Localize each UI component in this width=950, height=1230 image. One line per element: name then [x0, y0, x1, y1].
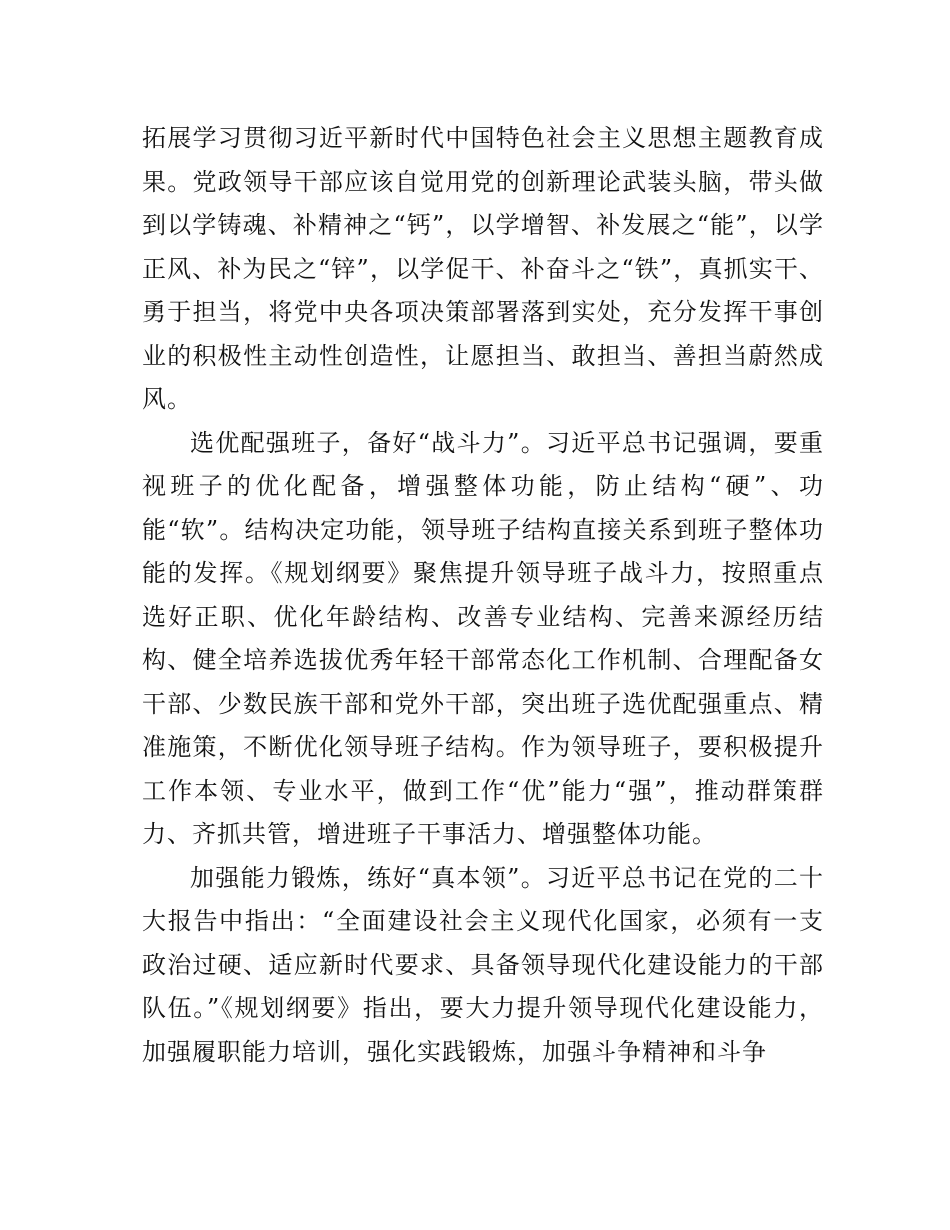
paragraph-team-building: 选优配强班子，备好“战斗力”。习近平总书记强调，要重视班子的优化配备，增强整体功能，防止结构“硬”、功能“软”。结构决定功能，领导班子结构直接关系到班子整体功能的发挥。《规划纲要》聚焦提升领导班子战斗力，按照重点选好正职、优化年龄结构、改善专业结构、完善来源经历结构、健全培养选拔优秀年轻干部常态化工作机制、合理配备女干部、少数民族干部和党外干部，突出班子选优配强重点、精准施策，不断优化领导班子结构。作为领导班子，要积极提升工作本领、专业水平，做到工作“优”能力“强”，推动群策群力、齐抓共管，增进班子干事活力、增强整体功能。	[142, 428, 824, 848]
document-body	[142, 117, 824, 1074]
paragraph-ability-training: 加强能力锻炼，练好“真本领”。习近平总书记在党的二十大报告中指出：“全面建设社会主义现代化国家，必须有一支政治过硬、适应新时代要求、具备领导现代化建设能力的干部队伍。”《规划纲要》指出，要大力提升领导现代化建设能力，加强履职能力培训，强化实践锻炼，加强斗争精神和斗争	[142, 863, 824, 1066]
paragraph-continued: 拓展学习贯彻习近平新时代中国特色社会主义思想主题教育成果。党政领导干部应该自觉用党的创新理论武装头脑，带头做到以学铸魂、补精神之“钙”，以学增智、补发展之“能”，以学正风、补为民之“锌”，以学促干、补奋斗之“铁”，真抓实干、勇于担当，将党中央各项决策部署落到实处，充分发挥干事创业的积极性主动性创造性，让愿担当、敢担当、善担当蔚然成风。	[142, 124, 824, 413]
